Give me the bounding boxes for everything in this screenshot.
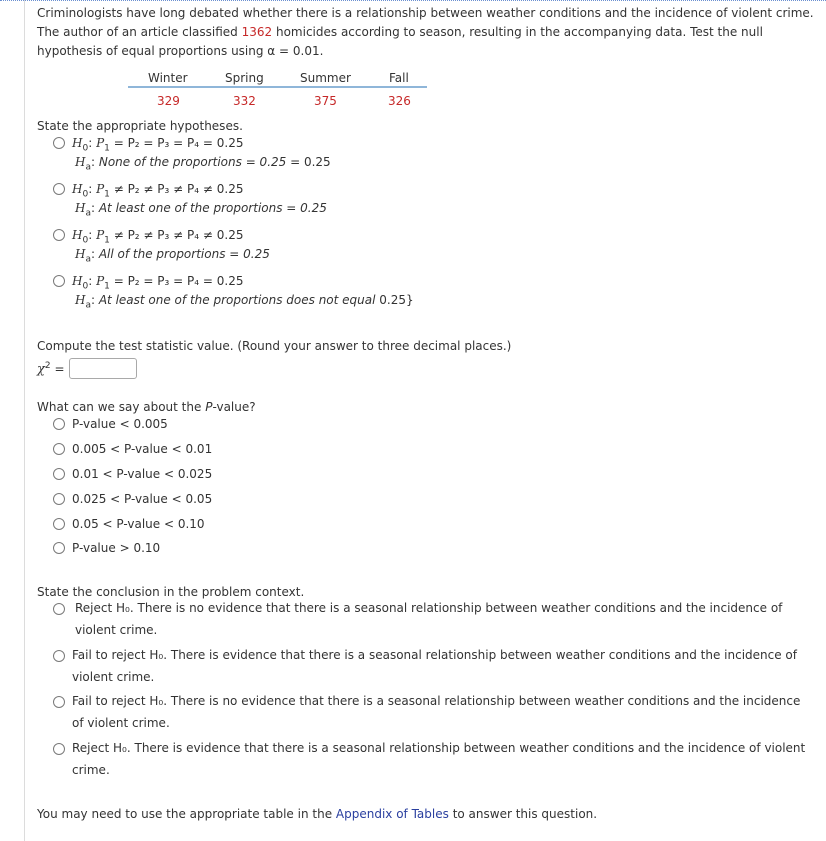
hypotheses-prompt: State the appropriate hypotheses. xyxy=(37,119,243,133)
conclusion-radio-1[interactable] xyxy=(53,603,65,615)
conclusion-radio-4[interactable] xyxy=(53,743,65,755)
footer-note xyxy=(37,807,597,821)
hypothesis-radio-3[interactable] xyxy=(53,229,65,241)
value-spring: 332 xyxy=(233,94,256,108)
table-header-rule xyxy=(128,86,427,88)
value-fall: 326 xyxy=(388,94,411,108)
footer-text-post: to answer this question. xyxy=(448,807,598,821)
header-fall: Fall xyxy=(389,71,409,85)
pvalue-radio-6[interactable] xyxy=(53,542,65,554)
pvalue-prompt: What can we say about the P-value? xyxy=(37,400,256,414)
pvalue-radio-1[interactable] xyxy=(53,418,65,430)
value-winter: 329 xyxy=(157,94,180,108)
pvalue-label-6: P-value > 0.10 xyxy=(72,541,161,555)
h0-line-4: $H_0$: $P_1 = P_2 = P_3 = P_4 = 0.25$ xyxy=(72,274,244,292)
homicide-count: 1362 xyxy=(241,25,273,39)
ha-line-4: $H_a$: At least one of the proportions does not equal 0.25} xyxy=(75,293,414,311)
conclusion-label-1: Reject H₀. There is no evidence that there is a seasonal relationship between weather conditions and the incidence of violent crime. xyxy=(75,601,783,637)
conclusion-label-4: Reject H₀. There is evidence that there is a seasonal relationship between weather conditions and the incidence of violent crime. xyxy=(72,741,806,777)
hypothesis-radio-2[interactable] xyxy=(53,183,65,195)
intro-text-1: Criminologists have long debated whether there is a relationship between weather conditions and the incidence of violent crime. The author of an article classified xyxy=(37,6,814,39)
footer-text-pre: You may need to use the appropriate table in the xyxy=(37,807,336,821)
top-dotted-rule xyxy=(0,0,826,1)
chi-square-label: $\chi^2$ = xyxy=(37,361,65,377)
pvalue-label-4: 0.025 < P-value < 0.05 xyxy=(72,492,213,506)
conclusion-radio-3[interactable] xyxy=(53,696,65,708)
ha-line-1: $H_a$: None of the proportions = 0.25 = 0.25 xyxy=(75,155,331,173)
h0-line-3: $H_0$: $P_1 \ne P_2 \ne P_3 \ne P_4 \ne 0.25$ xyxy=(72,228,244,246)
pvalue-radio-5[interactable] xyxy=(53,518,65,530)
header-summer: Summer xyxy=(300,71,351,85)
statistic-prompt: Compute the test statistic value. (Round your answer to three decimal places.) xyxy=(37,339,512,353)
h0-line-2: $H_0$: $P_1 \ne P_2 \ne P_3 \ne P_4 \ne 0.25$ xyxy=(72,182,244,200)
pvalue-radio-4[interactable] xyxy=(53,493,65,505)
ha-line-2: $H_a$: At least one of the proportions = 0.25 xyxy=(75,201,327,219)
pvalue-label-2: 0.005 < P-value < 0.01 xyxy=(72,442,213,456)
h0-line-1: $H_0$: $P_1 = P_2 = P_3 = P_4 = 0.25$ xyxy=(72,136,244,154)
intro-text-2: homicides according to season, resulting in the accompanying data. Test the null hypothesis of equal proportions using α = 0.01. xyxy=(37,25,763,58)
pvalue-label-1: P-value < 0.005 xyxy=(72,417,168,431)
pvalue-radio-2[interactable] xyxy=(53,443,65,455)
ha-line-3: $H_a$: All of the proportions = 0.25 xyxy=(75,247,270,265)
appendix-link[interactable]: Appendix of Tables xyxy=(335,807,449,821)
conclusion-label-3: Fail to reject H₀. There is no evidence that there is a seasonal relationship between weather conditions and the incidence of violent crime. xyxy=(72,694,801,730)
hypothesis-radio-4[interactable] xyxy=(53,275,65,287)
chi-square-input[interactable] xyxy=(69,358,137,379)
problem-intro xyxy=(37,4,817,61)
left-border xyxy=(24,0,25,841)
pvalue-radio-3[interactable] xyxy=(53,468,65,480)
conclusion-prompt: State the conclusion in the problem context. xyxy=(37,585,305,599)
hypothesis-radio-1[interactable] xyxy=(53,137,65,149)
header-spring: Spring xyxy=(225,71,264,85)
conclusion-radio-2[interactable] xyxy=(53,650,65,662)
header-winter: Winter xyxy=(148,71,188,85)
pvalue-label-5: 0.05 < P-value < 0.10 xyxy=(72,517,205,531)
pvalue-label-3: 0.01 < P-value < 0.025 xyxy=(72,467,213,481)
conclusion-label-2: Fail to reject H₀. There is evidence that there is a seasonal relationship between weather conditions and the incidence of violent crime. xyxy=(72,648,797,684)
value-summer: 375 xyxy=(314,94,337,108)
